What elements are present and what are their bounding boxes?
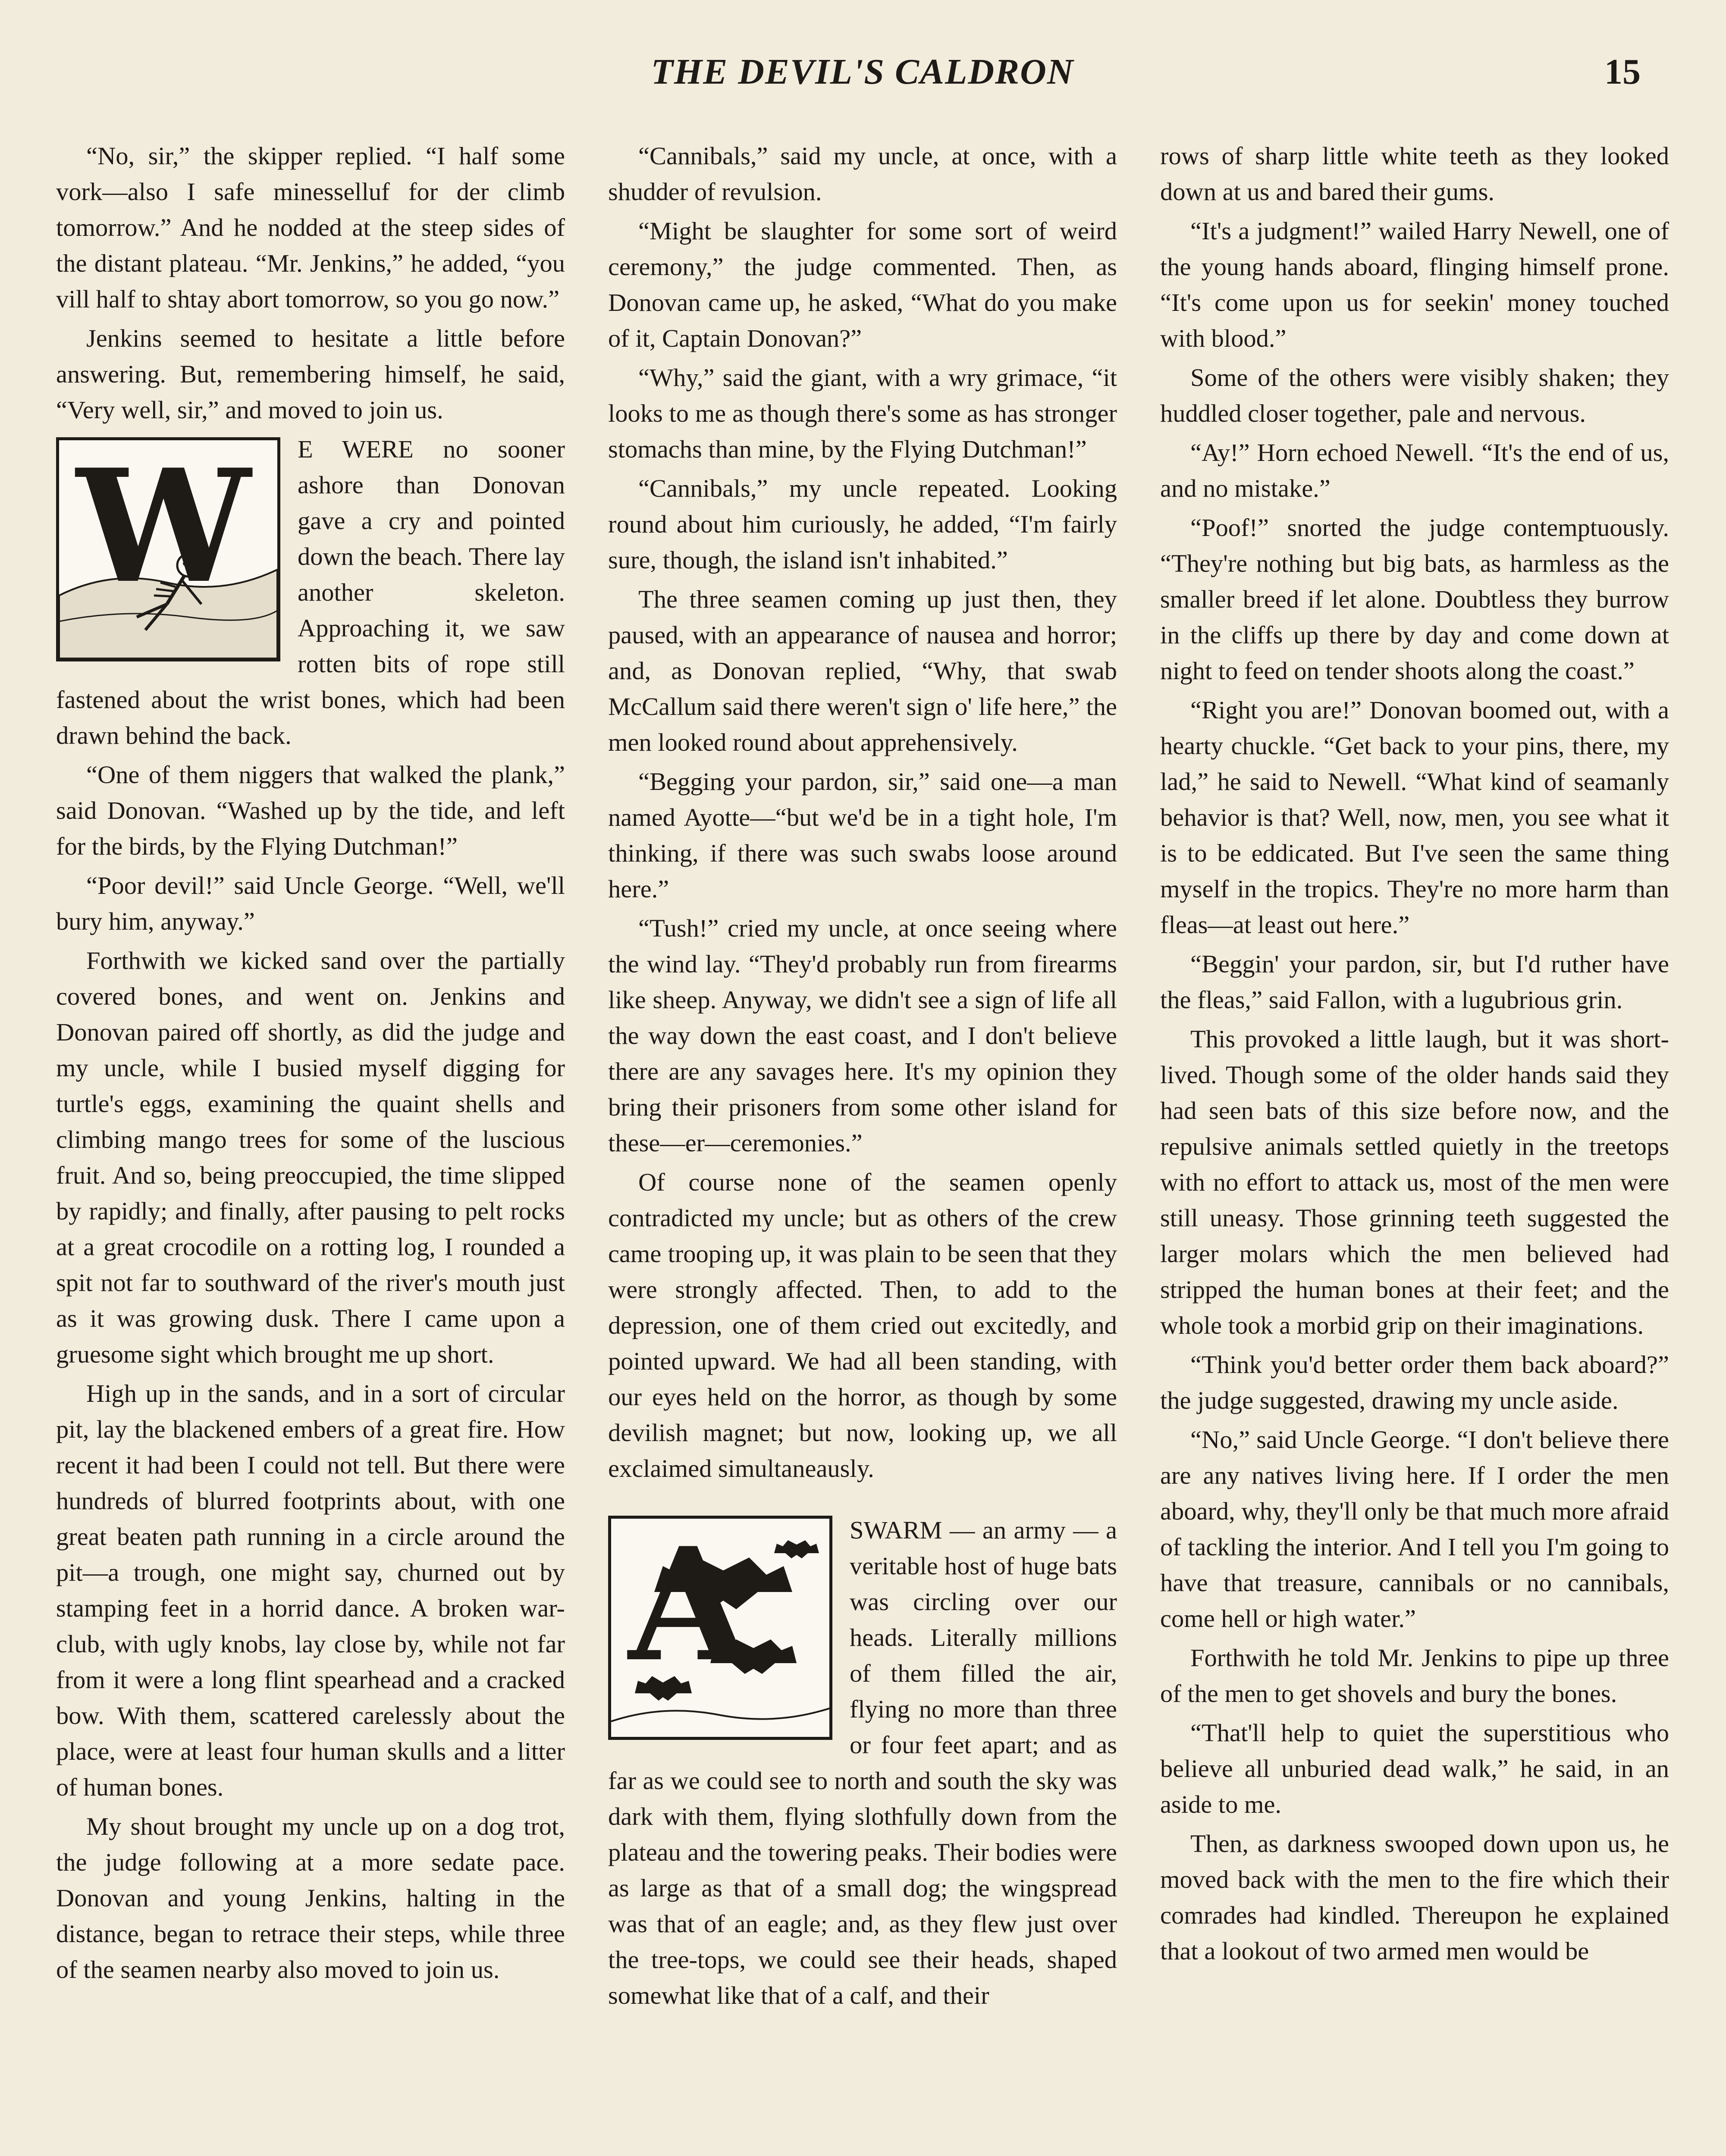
paragraph: High up in the sands, and in a sort of circular pit, lay the blackened embers of a great fire. How recent it had been I could not tell. But there were hundreds of blurred footprints about, with one great beaten path running in a circle around the pit—a trough, one might say, churned out by stamping feet in a horrid dance. A broken war-club, with ugly knobs, lay close by, while not far from it were a long flint spearhead and a cracked bow. With them, scattered carelessly about the place, were at least four human skulls and a litter of human bones. <box>56 1379 565 1801</box>
paragraph: “No,” said Uncle George. “I don't believe there are any natives living here. If I order the men aboard, why, they'll only be that much more afraid of tackling the interior. And I tell you I'm going to have that treasure, cannibals or no cannibals, come hell or high water.” <box>1160 1426 1669 1633</box>
paragraph: The three seamen coming up just then, they paused, with an appearance of nausea and horror; and, as Donovan replied, “Why, that swab McCallum said there weren't sign o' life here,” the men looked round about apprehensively. <box>608 585 1117 756</box>
paragraph: Then, as darkness swooped down upon us, he moved back with the men to the fire which their comrades had kindled. Thereupon he explained that a lookout of two armed men would be <box>1160 1830 1669 1965</box>
dropcap-letter-a: A <box>628 1516 749 1696</box>
paragraph: “Tush!” cried my uncle, at once seeing where the wind lay. “They'd probably run from firearms like sheep. Anyway, we didn't see a sign of life all the way down the east coast, and I don't believe there are any savages here. It's my opinion they bring their prisoners from some other island for these—er—ceremonies.” <box>608 914 1117 1157</box>
paragraph: “Right you are!” Donovan boomed out, with a hearty chuckle. “Get back to your pins, there, my lad,” he said to Newell. “What kind of seamanly behavior is that? Well, now, men, you see what it is to be eddicated. But I've seen the same thing myself in the tropics. They're no more harm than fleas—at least out here.” <box>1160 696 1669 939</box>
paragraph: “Might be slaughter for some sort of weird ceremony,” the judge commented. Then, as Donovan came up, he asked, “What do you make of it, Captain Donovan?” <box>608 217 1117 352</box>
paragraph: “Ay!” Horn echoed Newell. “It's the end of us, and no mistake.” <box>1160 439 1669 502</box>
paragraph: “Why,” said the giant, with a wry grimace, “it looks to me as though there's some as has stronger stomachs than mine, by the Flying Dutchman!” <box>608 364 1117 463</box>
paragraph-dropcap-lead: E WERE no sooner ashore than Donovan gave a cry and pointed down the beach. There lay another skeleton. Approaching it, we saw rotten bits of rope still fastened about the wrist bones, which had been drawn behind the back. <box>56 435 565 749</box>
page-number: 15 <box>1604 52 1641 92</box>
paragraph: rows of sharp little white teeth as they looked down at us and bared their gums. <box>1160 142 1669 206</box>
paragraph: “Think you'd better order them back aboard?” the judge suggested, drawing my uncle aside. <box>1160 1351 1669 1414</box>
dropcap-letter-w: W <box>76 437 251 617</box>
paragraph: “One of them niggers that walked the plank,” said Donovan. “Washed up by the tide, and left for the birds, by the Flying Dutchman!” <box>56 761 565 860</box>
paragraph: This provoked a little laugh, but it was short-lived. Though some of the older hands said they had seen bats of this size before now, and the repulsive animals settled quietly in the treetops with no effort to attack us, most of the men were still uneasy. Those grinning teeth suggested the larger molars which the men believed had stripped the human bones at their feet; and the whole took a morbid grip on their imaginations. <box>1160 1025 1669 1339</box>
text-column-3 <box>1160 138 1669 2156</box>
paragraph: “It's a judgment!” wailed Harry Newell, one of the young hands aboard, flinging himself prone. “It's come upon us for seekin' money touched with blood.” <box>1160 217 1669 352</box>
paragraph: Forthwith he told Mr. Jenkins to pipe up three of the men to get shovels and bury the bones. <box>1160 1644 1669 1708</box>
paragraph: “Cannibals,” said my uncle, at once, with a shudder of revulsion. <box>608 142 1117 206</box>
paragraph: “No, sir,” the skipper replied. “I half some vork—also I safe minesselluf for der climb tomorrow.” And he nodded at the steep sides of the distant plateau. “Mr. Jenkins,” he added, “you vill half to shtay abort tomorrow, so you go now.” <box>56 142 565 313</box>
paragraph: Forthwith we kicked sand over the partially covered bones, and went on. Jenkins and Donovan paired off shortly, as did the judge and my uncle, while I busied myself digging for turtle's eggs, examining the quaint shells and climbing mango trees for some of the luscious fruit. And so, being preoccupied, the time slipped by rapidly; and finally, after pausing to pelt rocks at a great crocodile on a rotting log, I rounded a spit not far to southward of the river's mouth just as it was growing dusk. There I came upon a gruesome sight which brought me up short. <box>56 946 565 1368</box>
paragraph: Jenkins seemed to hesitate a little before answering. But, remembering himself, he said, “Very well, sir,” and moved to join us. <box>56 324 565 424</box>
paragraph: My shout brought my uncle up on a dog trot, the judge following at a more sedate pace. Donovan and young Jenkins, halting in the distance, began to retrace their steps, while three of the seamen nearby also moved to join us. <box>56 1812 565 1984</box>
dropcap-a-illustration <box>608 1516 832 1740</box>
paragraph: “Poof!” snorted the judge contemptuously. “They're nothing but big bats, as harmless as the smaller breed if let alone. Doubtless they burrow in the cliffs up there by day and come down at night to feed on tender shoots along the coast.” <box>1160 514 1669 685</box>
text-column-1 <box>56 138 565 2156</box>
paragraph: “Poor devil!” said Uncle George. “Well, we'll bury him, anyway.” <box>56 871 565 935</box>
paragraph: Some of the others were visibly shaken; they huddled closer together, pale and nervous. <box>1160 364 1669 427</box>
paragraph: “That'll help to quiet the superstitious who believe all unburied dead walk,” he said, in an aside to me. <box>1160 1719 1669 1818</box>
running-head-title: THE DEVIL'S CALDRON <box>651 52 1074 92</box>
paragraph: “Cannibals,” my uncle repeated. Looking round about him curiously, he added, “I'm fairly sure, though, the island isn't inhabited.” <box>608 474 1117 574</box>
dropcap-w-illustration <box>56 437 280 661</box>
paragraph-dropcap-lead: SWARM — an army — a veritable host of huge bats was circling over our heads. Literally millions of them filled the air, flying no more than three or four feet apart; and as far as we could see to north and south the sky was dark with them, flying slothfully down from the plateau and the towering peaks. Their bodies were as large as that of a small dog; the wingspread was that of an eagle; and, as they flew just over the tree-tops, we could see their heads, shaped somewhat like that of a calf, and their <box>608 1516 1117 2009</box>
text-column-2 <box>608 138 1117 2156</box>
paragraph: “Beggin' your pardon, sir, but I'd ruther have the fleas,” said Fallon, with a lugubrious grin. <box>1160 950 1669 1014</box>
paragraph: “Begging your pardon, sir,” said one—a man named Ayotte—“but we'd be in a tight hole, I'm thinking, if there was such swabs loose around here.” <box>608 768 1117 903</box>
paragraph: Of course none of the seamen openly contradicted my uncle; but as others of the crew came trooping up, it was plain to be seen that they were strongly affected. Then, to add to the depression, one of them cried out excitedly, and pointed upward. We had all been standing, with our eyes held on the horror, as though by some devilish magnet; but now, looking up, we all exclaimed simultaneausly. <box>608 1168 1117 1482</box>
